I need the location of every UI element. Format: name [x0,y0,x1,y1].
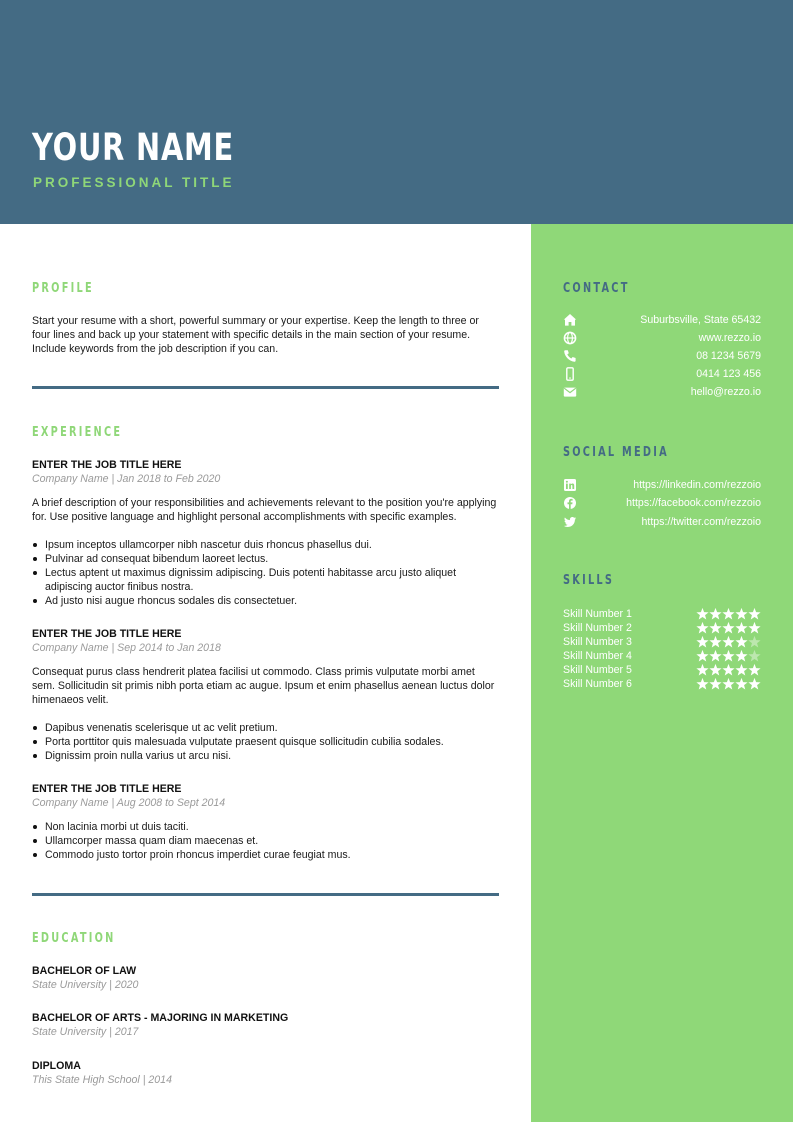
profile-line: Include keywords from the job description if you can. [32,343,279,355]
job-meta: Company Name | Aug 2008 to Sept 2014 [32,797,226,809]
star-filled-icon [722,622,734,634]
social-facebook[interactable] [563,496,761,512]
job-bullet [45,566,505,594]
social-heading: SOCIAL MEDIA [563,445,669,460]
star-filled-icon [709,664,721,676]
job-desc-line: A brief description of your responsibilities and achievements relevant to the position you're applying [32,497,497,509]
contact-text: 08 1234 5679 [696,350,761,362]
skill-rating [696,677,761,691]
star-filled-icon [748,622,760,634]
skill-row [563,678,761,692]
skills-heading: SKILLS [563,573,615,588]
job-bullet: Dapibus venenatis scelerisque ut ac velit pretium. [45,721,505,735]
contact-text: Suburbsville, State 65432 [640,314,761,326]
star-filled-icon [735,622,747,634]
star-filled-icon [722,608,734,620]
contact-email[interactable] [563,385,761,401]
star-filled-icon [709,636,721,648]
contact-phone [563,349,761,365]
globe-icon [563,331,577,345]
job-description [32,665,502,707]
contact-text[interactable]: www.rezzo.io [698,332,761,344]
phone-icon [563,349,577,363]
mobile-icon [563,367,577,381]
facebook-icon [563,496,577,510]
contact-website[interactable] [563,331,761,347]
star-filled-icon [696,636,708,648]
contact-heading: CONTACT [563,281,630,296]
social-link[interactable]: https://twitter.com/rezzoio [641,516,761,528]
star-filled-icon [748,664,760,676]
job-title: ENTER THE JOB TITLE HERE [32,783,182,795]
education-title: BACHELOR OF LAW [32,965,137,977]
job-bullet: Pulvinar ad consequat bibendum laoreet lectus. [45,552,505,566]
skill-row [563,636,761,650]
job-title: ENTER THE JOB TITLE HERE [32,628,182,640]
skill-rating [696,607,761,621]
social-linkedin[interactable] [563,478,761,494]
skill-row [563,650,761,664]
job-bullets [32,721,505,763]
skill-rating [696,649,761,663]
job-bullets [32,820,505,862]
star-filled-icon [696,608,708,620]
contact-mobile [563,367,761,383]
star-filled-icon [735,608,747,620]
skill-row [563,608,761,622]
job-meta: Company Name | Jan 2018 to Feb 2020 [32,473,221,485]
job-title: ENTER THE JOB TITLE HERE [32,459,182,471]
skill-rating [696,635,761,649]
star-filled-icon [696,650,708,662]
skill-name: Skill Number 4 [563,650,632,662]
education-meta: State University | 2017 [32,1026,139,1038]
education-meta: State University | 2020 [32,979,139,991]
job-desc-line: sem. Sollicitudin sit primis nibh porta etiam ac augue. Ipsum et enim phasellus aenean luctus dolor [32,680,495,692]
star-filled-icon [709,678,721,690]
home-icon [563,313,577,327]
linkedin-icon [563,478,577,492]
contact-text[interactable]: hello@rezzo.io [690,386,761,398]
job-description [32,496,502,524]
twitter-icon [563,515,577,529]
star-filled-icon [696,622,708,634]
contact-text: 0414 123 456 [696,368,761,380]
job-desc-line: himenaeos velit. [32,694,109,706]
education-title: DIPLOMA [32,1060,81,1072]
education-meta: This State High School | 2014 [32,1074,172,1086]
star-filled-icon [735,650,747,662]
job-meta: Company Name | Sep 2014 to Jan 2018 [32,642,221,654]
job-bullet: Commodo justo tortor proin rhoncus imperdiet curae feugiat mus. [45,848,505,862]
star-filled-icon [696,678,708,690]
job-bullets [32,538,505,608]
star-filled-icon [748,678,760,690]
skill-name: Skill Number 6 [563,678,632,690]
social-twitter[interactable] [563,515,761,531]
profile-summary [32,314,499,356]
job-bullet: Porta porttitor quis malesuada vulputate praesent quisque sollicitudin cubilia sodales. [45,735,505,749]
job-bullet-line: Lectus aptent ut maximus dignissim adipiscing. Duis potenti habitasse arcu justo aliquet [45,567,457,579]
skill-row [563,622,761,636]
star-empty-icon [748,650,760,662]
profile-line: Start your resume with a short, powerful summary or your expertise. Keep the length to three or [32,315,479,327]
star-empty-icon [748,636,760,648]
star-filled-icon [735,664,747,676]
person-name: YOUR NAME [32,126,235,169]
job-bullet: Ipsum inceptos ullamcorper nibh nascetur duis rhoncus phasellus dui. [45,538,505,552]
job-bullet: Ad justo nisi augue rhoncus sodales dis consectetuer. [45,594,505,608]
skill-name: Skill Number 1 [563,608,632,620]
social-link[interactable]: https://linkedin.com/rezzoio [633,479,761,491]
professional-title: PROFESSIONAL TITLE [33,175,235,190]
star-filled-icon [709,622,721,634]
profile-heading: PROFILE [32,281,94,296]
star-filled-icon [735,636,747,648]
section-divider [32,386,499,389]
star-filled-icon [722,636,734,648]
star-filled-icon [722,650,734,662]
experience-heading: EXPERIENCE [32,425,123,440]
star-filled-icon [735,678,747,690]
star-filled-icon [722,678,734,690]
contact-address [563,313,761,329]
skill-row [563,664,761,678]
star-filled-icon [722,664,734,676]
job-bullet: Non lacinia morbi ut duis taciti. [45,820,505,834]
skill-name: Skill Number 3 [563,636,632,648]
job-bullet-line: adipiscing auctor finibus nostra. [45,581,194,593]
star-filled-icon [709,608,721,620]
education-title: BACHELOR OF ARTS - MAJORING IN MARKETING [32,1012,289,1024]
profile-line: four lines and back up your statement with specific details in the main section of your resume. [32,329,471,341]
skill-rating [696,621,761,635]
sidebar [531,224,793,1122]
section-divider [32,893,499,896]
skill-rating [696,663,761,677]
star-filled-icon [696,664,708,676]
job-bullet: Dignissim proin nulla varius ut arcu nisi. [45,749,505,763]
skill-name: Skill Number 5 [563,664,632,676]
star-filled-icon [709,650,721,662]
job-desc-line: Consequat purus class hendrerit platea facilisi ut commodo. Class primis vulputate morbi amet [32,666,475,678]
social-link[interactable]: https://facebook.com/rezzoio [626,497,761,509]
job-bullet: Ullamcorper massa quam diam maecenas et. [45,834,505,848]
skill-name: Skill Number 2 [563,622,632,634]
header-banner [0,0,793,224]
job-desc-line: for. Use positive language and highlight personal accomplishments with specific examples. [32,511,457,523]
star-filled-icon [748,608,760,620]
envelope-icon [563,385,577,399]
education-heading: EDUCATION [32,931,116,946]
